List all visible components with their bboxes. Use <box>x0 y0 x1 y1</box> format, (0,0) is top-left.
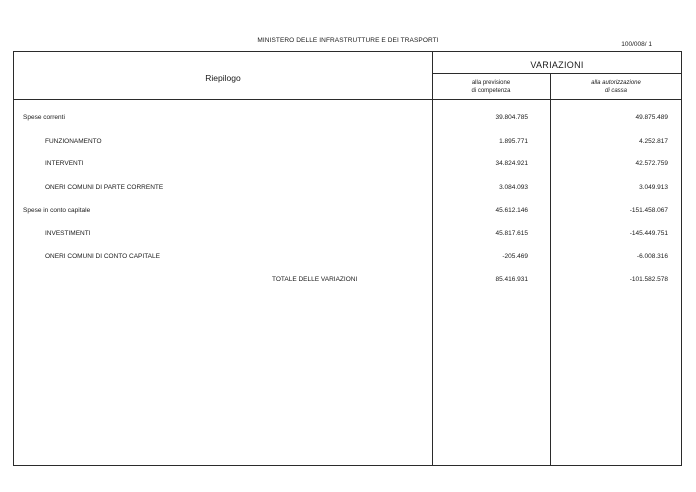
ministry-title: MINISTERO DELLE INFRASTRUTTURE E DEI TRASPORTI <box>257 37 439 44</box>
cassa-value: -145.449.751 <box>629 230 668 237</box>
competenza-value: 39.804.785 <box>495 114 528 121</box>
competenza-header-line-1: alla previsione <box>471 80 511 86</box>
competenza-value: -205.469 <box>502 253 528 260</box>
cassa-header-line-2: di cassa <box>604 87 627 94</box>
competenza-column-header <box>432 80 550 95</box>
column-divider-2 <box>550 73 551 465</box>
cassa-value: 42.572.759 <box>635 160 668 167</box>
cassa-value: -6.008.316 <box>636 253 668 260</box>
row-label: ONERI COMUNI DI PARTE CORRENTE <box>45 184 164 191</box>
competenza-value: 34.824.921 <box>495 160 528 167</box>
total-cassa-value: -101.582.578 <box>629 276 668 283</box>
row-label: Spese in conto capitale <box>23 207 91 214</box>
variazioni-header: VARIAZIONI <box>530 60 584 70</box>
competenza-value: 1.895.771 <box>499 138 528 145</box>
table-title: Riepilogo <box>205 73 241 83</box>
competenza-value: 45.817.615 <box>495 230 528 237</box>
competenza-value: 45.612.146 <box>495 207 528 214</box>
page-code: 100/008/ 1 <box>621 41 652 48</box>
row-label: ONERI COMUNI DI CONTO CAPITALE <box>45 253 160 260</box>
cassa-column-header <box>550 80 682 95</box>
cassa-header-line-1: alla autorizzazione <box>591 80 641 86</box>
cassa-value: -151.458.067 <box>629 207 668 214</box>
column-divider-1 <box>432 52 433 465</box>
cassa-value: 4.252.817 <box>639 138 668 145</box>
competenza-header-line-2: di competenza <box>471 87 511 94</box>
cassa-value: 3.049.913 <box>639 184 668 191</box>
row-label: INTERVENTI <box>45 160 84 167</box>
competenza-value: 3.084.093 <box>499 184 528 191</box>
summary-table <box>13 51 682 466</box>
row-label: FUNZIONAMENTO <box>45 138 102 145</box>
row-label: Spese correnti <box>23 114 65 121</box>
header-bottom-divider <box>14 99 682 100</box>
cassa-value: 49.875.489 <box>635 114 668 121</box>
row-label: INVESTIMENTI <box>45 230 91 237</box>
total-competenza-value: 85.416.931 <box>495 276 528 283</box>
group-header-divider <box>432 73 682 74</box>
total-label: TOTALE DELLE VARIAZIONI <box>272 276 358 283</box>
